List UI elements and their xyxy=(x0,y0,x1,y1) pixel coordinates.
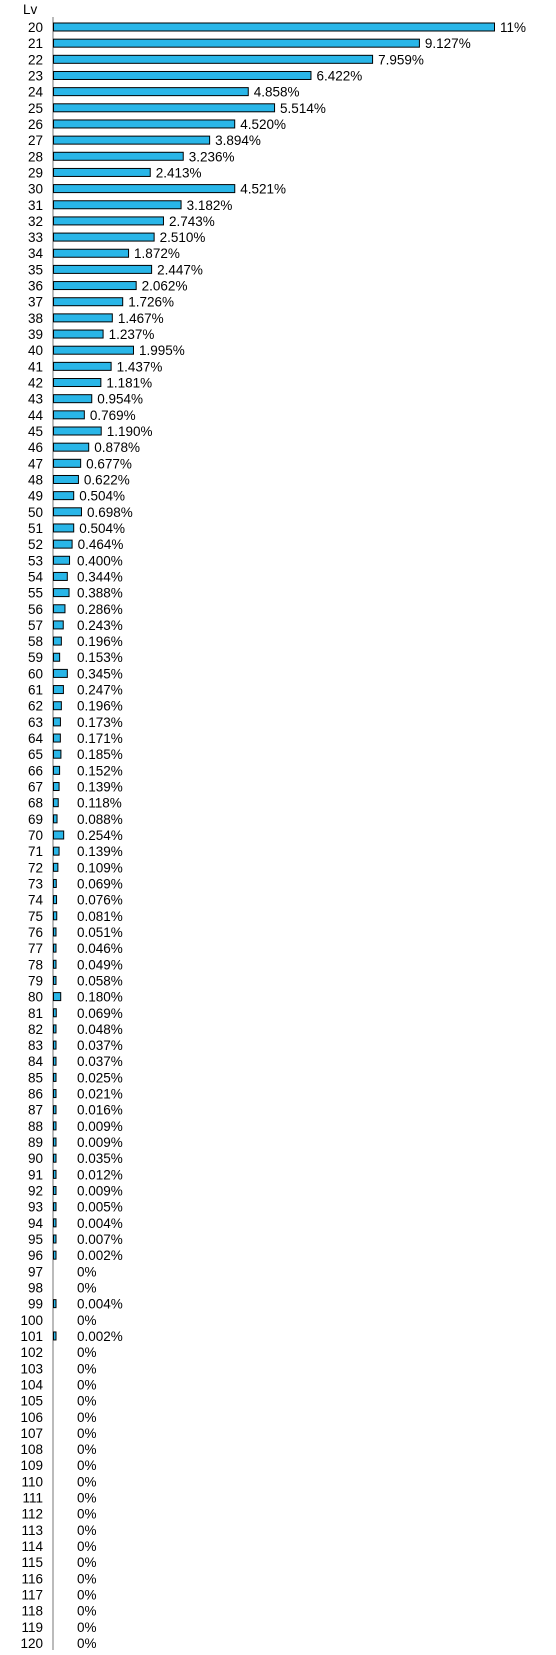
category-tick-label: 96 xyxy=(27,1248,43,1264)
category-tick-label: 92 xyxy=(27,1183,43,1199)
category-tick-label: 77 xyxy=(27,941,43,957)
bar xyxy=(54,346,134,354)
value-label: 0% xyxy=(77,1619,97,1635)
bar xyxy=(54,330,104,338)
bar xyxy=(54,104,275,112)
bar xyxy=(54,669,68,677)
category-tick-label: 94 xyxy=(27,1215,43,1231)
value-label: 0.180% xyxy=(77,989,123,1005)
category-tick-label: 107 xyxy=(20,1425,43,1441)
bar xyxy=(54,912,57,920)
bar xyxy=(54,1332,57,1340)
value-label: 0% xyxy=(77,1264,97,1280)
category-tick-label: 53 xyxy=(27,553,43,569)
category-tick-label: 23 xyxy=(27,68,43,84)
bar xyxy=(54,1025,57,1033)
bar xyxy=(54,1170,57,1178)
value-label: 0.002% xyxy=(77,1328,123,1344)
value-label: 4.858% xyxy=(253,84,300,100)
category-tick-label: 34 xyxy=(27,246,43,262)
bar xyxy=(54,1106,57,1114)
category-tick-label: 33 xyxy=(27,230,43,246)
category-tick-label: 110 xyxy=(21,1474,43,1490)
category-tick-label: 105 xyxy=(20,1393,43,1409)
value-label: 0.051% xyxy=(77,924,123,940)
category-tick-label: 58 xyxy=(27,634,43,650)
category-tick-label: 25 xyxy=(27,100,43,116)
value-label: 0.139% xyxy=(77,844,123,860)
value-label: 4.521% xyxy=(240,181,287,197)
bar xyxy=(54,1138,57,1146)
category-tick-label: 46 xyxy=(27,440,43,456)
value-label: 0.504% xyxy=(79,520,126,536)
bar xyxy=(54,459,81,467)
bar xyxy=(54,750,61,758)
bar xyxy=(54,136,210,144)
category-tick-label: 28 xyxy=(27,149,43,165)
category-tick-label: 68 xyxy=(27,795,43,811)
value-label: 0.009% xyxy=(77,1118,123,1134)
bar xyxy=(54,39,420,47)
bar xyxy=(54,475,79,483)
bar xyxy=(54,783,60,791)
value-label: 0.196% xyxy=(77,698,123,714)
bar xyxy=(54,1154,57,1162)
category-tick-label: 86 xyxy=(27,1086,43,1102)
category-tick-label: 108 xyxy=(20,1442,43,1458)
category-tick-label: 65 xyxy=(27,747,43,763)
value-label: 0.004% xyxy=(77,1215,123,1231)
bar xyxy=(54,928,57,936)
bar xyxy=(54,799,59,807)
value-label: 3.236% xyxy=(188,149,235,165)
category-tick-label: 113 xyxy=(21,1522,43,1538)
value-label: 0.046% xyxy=(77,941,123,957)
value-label: 0.345% xyxy=(77,666,123,682)
value-label: 0.009% xyxy=(77,1135,123,1151)
category-tick-label: 104 xyxy=(20,1377,43,1393)
value-label: 0.185% xyxy=(77,747,123,763)
category-tick-label: 37 xyxy=(27,294,43,310)
value-label: 0.012% xyxy=(77,1167,123,1183)
bar xyxy=(54,944,57,952)
bar xyxy=(54,605,65,613)
bar xyxy=(54,282,137,290)
category-tick-label: 45 xyxy=(27,424,43,439)
value-label: 0% xyxy=(77,1442,97,1458)
value-label: 0.025% xyxy=(77,1070,123,1086)
bar xyxy=(54,879,57,887)
value-label: 0.081% xyxy=(77,908,123,924)
bar xyxy=(54,55,373,63)
category-tick-label: 52 xyxy=(27,537,43,553)
bar xyxy=(54,1203,57,1211)
category-tick-label: 31 xyxy=(27,197,43,213)
bar xyxy=(54,589,70,597)
bar xyxy=(54,1073,57,1081)
category-tick-label: 44 xyxy=(27,407,43,423)
category-tick-label: 100 xyxy=(20,1312,43,1328)
category-tick-label: 35 xyxy=(27,262,43,278)
category-tick-label: 48 xyxy=(27,472,43,488)
category-tick-label: 30 xyxy=(27,181,43,197)
value-label: 0% xyxy=(77,1280,97,1296)
category-tick-label: 61 xyxy=(27,682,43,698)
bar xyxy=(54,427,102,435)
bar xyxy=(54,815,58,823)
bar xyxy=(54,298,123,306)
bar xyxy=(54,395,92,403)
bar xyxy=(54,1057,57,1065)
value-label: 0% xyxy=(77,1409,97,1425)
value-label: 5.514% xyxy=(280,100,326,116)
category-tick-label: 97 xyxy=(27,1264,43,1280)
bar xyxy=(54,863,58,871)
bar xyxy=(54,152,184,160)
bar xyxy=(54,1251,57,1259)
category-tick-label: 40 xyxy=(27,343,43,359)
value-label: 3.182% xyxy=(186,197,233,213)
category-tick-label: 32 xyxy=(27,213,43,229)
category-tick-label: 70 xyxy=(27,828,43,843)
value-label: 2.062% xyxy=(141,278,188,294)
value-label: 0.016% xyxy=(77,1102,123,1118)
value-label: 2.510% xyxy=(159,230,206,246)
category-tick-label: 24 xyxy=(27,84,43,100)
category-tick-label: 75 xyxy=(27,908,43,924)
category-tick-label: 99 xyxy=(27,1296,43,1312)
value-label: 0% xyxy=(77,1393,97,1409)
value-label: 0.677% xyxy=(86,456,132,472)
bar xyxy=(54,766,60,774)
chart-marks xyxy=(20,20,526,1651)
bar xyxy=(54,621,64,629)
value-label: 1.872% xyxy=(134,246,180,262)
value-label: 0.196% xyxy=(77,634,123,650)
category-tick-label: 101 xyxy=(20,1328,43,1344)
value-label: 11% xyxy=(500,20,527,35)
value-label: 0% xyxy=(77,1377,97,1393)
value-label: 4.520% xyxy=(240,116,287,132)
category-tick-label: 78 xyxy=(27,957,43,973)
bar xyxy=(54,265,152,273)
value-label: 0.504% xyxy=(79,488,126,504)
bar xyxy=(54,524,74,532)
value-label: 0% xyxy=(77,1490,97,1506)
bar xyxy=(54,120,235,128)
category-tick-label: 59 xyxy=(27,650,43,666)
category-tick-label: 81 xyxy=(27,1005,43,1021)
value-label: 0.037% xyxy=(77,1054,123,1070)
category-tick-label: 67 xyxy=(27,779,43,795)
category-tick-label: 120 xyxy=(20,1636,43,1651)
bar xyxy=(54,71,311,79)
value-label: 0% xyxy=(77,1571,97,1587)
value-label: 0.344% xyxy=(77,569,123,585)
category-tick-label: 84 xyxy=(27,1054,43,1070)
category-tick-label: 20 xyxy=(27,20,43,35)
bar xyxy=(54,896,57,904)
category-tick-label: 73 xyxy=(27,876,43,892)
value-label: 3.894% xyxy=(215,133,261,149)
value-label: 0% xyxy=(77,1636,97,1651)
bar xyxy=(54,1235,57,1243)
value-label: 0.954% xyxy=(97,391,144,407)
bar xyxy=(54,847,60,855)
category-tick-label: 62 xyxy=(27,698,43,714)
category-tick-label: 39 xyxy=(27,327,43,343)
value-label: 2.447% xyxy=(157,262,203,278)
bar xyxy=(54,249,129,257)
value-label: 0.622% xyxy=(83,472,130,488)
bar xyxy=(54,1009,57,1017)
value-label: 0.878% xyxy=(94,440,140,456)
value-label: 0% xyxy=(77,1539,97,1555)
value-label: 0.058% xyxy=(77,973,123,989)
category-tick-label: 115 xyxy=(21,1555,43,1571)
category-tick-label: 79 xyxy=(27,973,43,989)
bar xyxy=(54,508,82,516)
value-label: 0% xyxy=(77,1555,97,1571)
category-tick-label: 87 xyxy=(27,1102,43,1118)
axis-title: Lv xyxy=(23,2,38,17)
value-label: 0.400% xyxy=(77,553,123,569)
category-tick-label: 66 xyxy=(27,763,43,779)
bar xyxy=(54,1300,57,1308)
value-label: 0.037% xyxy=(77,1038,123,1054)
value-label: 0.153% xyxy=(77,650,123,666)
value-label: 0.035% xyxy=(77,1151,123,1167)
bar xyxy=(54,960,57,968)
bar xyxy=(54,556,70,564)
category-tick-label: 22 xyxy=(27,52,43,68)
category-tick-label: 54 xyxy=(27,569,43,585)
category-tick-label: 80 xyxy=(27,989,43,1005)
bar xyxy=(54,23,495,31)
bar xyxy=(54,217,164,225)
value-label: 0.005% xyxy=(77,1199,123,1215)
value-label: 0.173% xyxy=(77,714,123,730)
bar xyxy=(54,540,73,548)
value-label: 1.237% xyxy=(108,327,155,343)
value-label: 0% xyxy=(77,1312,97,1328)
category-tick-label: 50 xyxy=(27,504,43,520)
bar xyxy=(54,362,112,370)
category-tick-label: 51 xyxy=(27,520,43,536)
value-label: 0.088% xyxy=(77,811,123,827)
value-label: 6.422% xyxy=(316,68,363,84)
category-tick-label: 60 xyxy=(27,666,43,682)
category-tick-label: 103 xyxy=(20,1361,43,1377)
value-label: 0.076% xyxy=(77,892,123,908)
value-label: 1.437% xyxy=(116,359,163,375)
value-label: 1.467% xyxy=(117,310,164,326)
bar xyxy=(54,734,61,742)
category-tick-label: 26 xyxy=(27,116,43,132)
bar xyxy=(54,185,235,193)
value-label: 1.995% xyxy=(138,343,185,359)
value-label: 0% xyxy=(77,1474,97,1490)
value-label: 0.698% xyxy=(86,504,133,520)
value-label: 0.286% xyxy=(77,601,123,617)
value-label: 0.021% xyxy=(77,1086,123,1102)
category-tick-label: 69 xyxy=(27,811,43,827)
value-label: 1.181% xyxy=(106,375,153,391)
value-label: 2.413% xyxy=(155,165,202,181)
category-tick-label: 93 xyxy=(27,1199,43,1215)
category-tick-label: 85 xyxy=(27,1070,43,1086)
category-tick-label: 57 xyxy=(27,617,43,633)
category-tick-label: 106 xyxy=(20,1409,43,1425)
category-tick-label: 112 xyxy=(21,1506,43,1522)
bar xyxy=(54,1187,57,1195)
category-tick-label: 82 xyxy=(27,1021,43,1037)
bar xyxy=(54,168,151,176)
value-label: 0% xyxy=(77,1361,97,1377)
value-label: 0.049% xyxy=(77,957,123,973)
value-label: 0.247% xyxy=(77,682,123,698)
category-tick-label: 56 xyxy=(27,601,43,617)
category-tick-label: 76 xyxy=(27,924,43,940)
value-label: 2.743% xyxy=(168,213,215,229)
category-tick-label: 43 xyxy=(27,391,43,407)
value-label: 0.009% xyxy=(77,1183,123,1199)
bar xyxy=(54,831,64,839)
category-tick-label: 116 xyxy=(21,1571,43,1587)
category-tick-label: 114 xyxy=(21,1539,43,1555)
value-label: 0.007% xyxy=(77,1232,123,1247)
category-tick-label: 64 xyxy=(27,731,43,747)
bar xyxy=(54,637,62,645)
value-label: 0.139% xyxy=(77,779,123,795)
value-label: 0.109% xyxy=(77,860,123,876)
bar xyxy=(54,702,62,710)
value-label: 0% xyxy=(77,1506,97,1522)
bar xyxy=(54,1219,57,1227)
category-tick-label: 47 xyxy=(27,456,43,472)
value-label: 9.127% xyxy=(424,36,471,52)
value-label: 7.959% xyxy=(378,52,424,68)
bar xyxy=(54,1090,57,1098)
category-tick-label: 90 xyxy=(27,1151,43,1167)
bar xyxy=(54,379,101,387)
value-label: 0.069% xyxy=(77,1005,123,1021)
category-tick-label: 72 xyxy=(27,860,43,876)
category-tick-label: 49 xyxy=(27,488,43,504)
category-tick-label: 29 xyxy=(27,165,43,181)
value-label: 0.388% xyxy=(77,585,123,601)
bar xyxy=(54,1041,57,1049)
category-tick-label: 83 xyxy=(27,1038,43,1054)
bar xyxy=(54,993,61,1001)
category-tick-label: 91 xyxy=(27,1167,43,1183)
value-label: 0.171% xyxy=(77,731,123,747)
category-tick-label: 55 xyxy=(27,585,43,601)
category-tick-label: 89 xyxy=(27,1135,43,1151)
bar xyxy=(54,411,85,419)
bar xyxy=(54,314,113,322)
value-label: 0.004% xyxy=(77,1296,123,1312)
bar xyxy=(54,201,182,209)
category-tick-label: 111 xyxy=(22,1490,43,1506)
bar xyxy=(54,976,57,984)
bar xyxy=(54,653,60,661)
category-tick-label: 27 xyxy=(27,133,43,149)
value-label: 0.464% xyxy=(77,537,124,553)
value-label: 0% xyxy=(77,1458,97,1474)
category-tick-label: 95 xyxy=(27,1232,43,1247)
value-label: 1.190% xyxy=(106,424,153,439)
value-label: 0% xyxy=(77,1587,97,1603)
value-label: 0.118% xyxy=(77,795,122,811)
value-label: 1.726% xyxy=(128,294,174,310)
bar xyxy=(54,492,74,500)
category-tick-label: 118 xyxy=(21,1603,43,1619)
value-label: 0% xyxy=(77,1345,97,1361)
bar xyxy=(54,443,89,451)
bar xyxy=(54,1122,57,1130)
value-label: 0% xyxy=(77,1603,97,1619)
category-tick-label: 38 xyxy=(27,310,43,326)
value-label: 0.069% xyxy=(77,876,123,892)
value-label: 0.002% xyxy=(77,1248,123,1264)
value-label: 0.243% xyxy=(77,617,123,633)
category-tick-label: 117 xyxy=(21,1587,43,1603)
category-tick-label: 42 xyxy=(27,375,43,391)
category-tick-label: 102 xyxy=(20,1345,43,1361)
category-tick-label: 119 xyxy=(21,1619,43,1635)
bar xyxy=(54,88,249,96)
bar xyxy=(54,572,68,580)
category-tick-label: 98 xyxy=(27,1280,43,1296)
value-label: 0.152% xyxy=(77,763,123,779)
category-tick-label: 88 xyxy=(27,1118,43,1134)
value-label: 0.048% xyxy=(77,1021,123,1037)
category-tick-label: 63 xyxy=(27,714,43,730)
category-tick-label: 41 xyxy=(27,359,43,375)
category-tick-label: 109 xyxy=(20,1458,43,1474)
category-tick-label: 21 xyxy=(27,36,43,52)
value-label: 0% xyxy=(77,1522,97,1538)
category-tick-label: 71 xyxy=(27,844,43,860)
category-tick-label: 36 xyxy=(27,278,43,294)
bar xyxy=(54,718,61,726)
value-label: 0.769% xyxy=(89,407,136,423)
bar xyxy=(54,233,155,241)
value-label: 0% xyxy=(77,1425,97,1441)
value-label: 0.254% xyxy=(77,828,123,843)
category-tick-label: 74 xyxy=(27,892,43,908)
bar xyxy=(54,686,64,694)
